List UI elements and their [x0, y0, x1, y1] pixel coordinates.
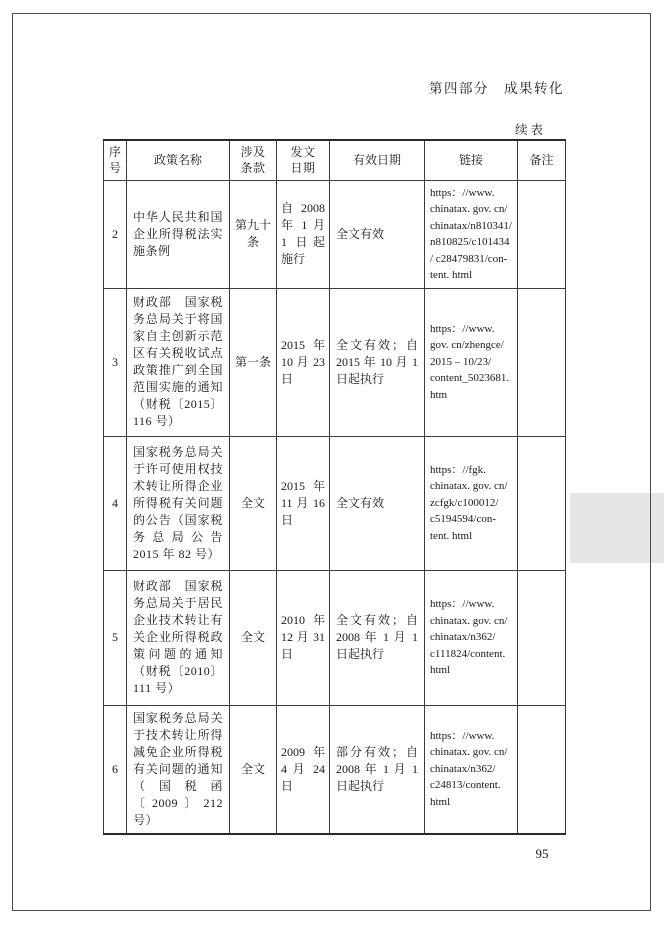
cell-valid-date: 全文有效；自 2008 年 1 月 1 日起执行 — [330, 570, 425, 705]
cell-no: 3 — [104, 288, 127, 436]
cell-policy-name: 国家税务总局关于技术转让所得减免企业所得税有关问题的通知（国税函〔2009〕212 号） — [127, 705, 230, 834]
cell-remark — [518, 180, 566, 288]
cell-link: https：//www. chinatax. gov. cn/ chinatax/n362/ c111824/content. html — [425, 570, 518, 705]
cell-valid-date: 部分有效；自 2008 年 1 月 1 日起执行 — [330, 705, 425, 834]
page-number: 95 — [535, 846, 549, 861]
col-header-policy-name: 政策名称 — [127, 140, 230, 180]
edge-index-tab — [570, 493, 664, 563]
cell-issue-date: 2010 年 12 月 31 日 — [277, 570, 330, 705]
cell-link: https：//www. chinatax. gov. cn/ chinatax/n362/ c24813/content. html — [425, 705, 518, 834]
cell-link: https：//fgk. chinatax. gov. cn/ zcfgk/c100012/ c5194594/con- tent. html — [425, 436, 518, 570]
cell-issue-date: 2015 年 10 月 23 日 — [277, 288, 330, 436]
col-header-no: 序号 — [104, 140, 127, 180]
table-row — [104, 288, 566, 436]
col-header-issue-date: 发文日期 — [277, 140, 330, 180]
table-row — [104, 705, 566, 834]
col-header-link: 链接 — [425, 140, 518, 180]
continued-table-label: 续表 — [514, 123, 546, 137]
cell-clause: 第一条 — [230, 288, 277, 436]
table-row — [104, 180, 566, 288]
cell-policy-name: 财政部 国家税务总局关于居民企业技术转让有关企业所得税政策问题的通知（财税〔2010〕111 号） — [127, 570, 230, 705]
cell-no: 4 — [104, 436, 127, 570]
cell-remark — [518, 705, 566, 834]
cell-remark — [518, 570, 566, 705]
table-row — [104, 570, 566, 705]
policy-table — [103, 139, 566, 835]
cell-no: 6 — [104, 705, 127, 834]
cell-link: https：//www. gov. cn/zhengce/ 2015 – 10/23/ content_5023681. htm — [425, 288, 518, 436]
col-header-valid-date: 有效日期 — [330, 140, 425, 180]
cell-link: https：//www. chinatax. gov. cn/ chinatax/n810341/ n810825/c101434/ c28479831/con- tent. html — [425, 180, 518, 288]
cell-issue-date: 2015 年 11 月 16 日 — [277, 436, 330, 570]
cell-issue-date: 自 2008 年 1 月 1 日起施行 — [277, 180, 330, 288]
cell-valid-date: 全文有效 — [330, 180, 425, 288]
cell-valid-date: 全文有效；自 2015 年 10 月 1 日起执行 — [330, 288, 425, 436]
cell-no: 5 — [104, 570, 127, 705]
cell-clause: 全文 — [230, 570, 277, 705]
col-header-remark: 备注 — [518, 140, 566, 180]
col-header-clause: 涉及条款 — [230, 140, 277, 180]
cell-remark — [518, 436, 566, 570]
cell-clause: 全文 — [230, 436, 277, 570]
cell-valid-date: 全文有效 — [330, 436, 425, 570]
cell-policy-name: 国家税务总局关于许可使用权技术转让所得企业所得税有关问题的公告（国家税务总局公告 2015 年 82 号） — [127, 436, 230, 570]
running-head: 第四部分 成果转化 — [429, 81, 564, 96]
cell-no: 2 — [104, 180, 127, 288]
cell-remark — [518, 288, 566, 436]
cell-policy-name: 中华人民共和国企业所得税法实施条例 — [127, 180, 230, 288]
cell-clause: 第九十条 — [230, 180, 277, 288]
cell-policy-name: 财政部 国家税务总局关于将国家自主创新示范区有关税收试点政策推广到全国范围实施的通知（财税〔2015〕116 号） — [127, 288, 230, 436]
cell-issue-date: 2009 年 4 月 24 日 — [277, 705, 330, 834]
cell-clause: 全文 — [230, 705, 277, 834]
table-header-row — [104, 140, 566, 180]
table-row — [104, 436, 566, 570]
